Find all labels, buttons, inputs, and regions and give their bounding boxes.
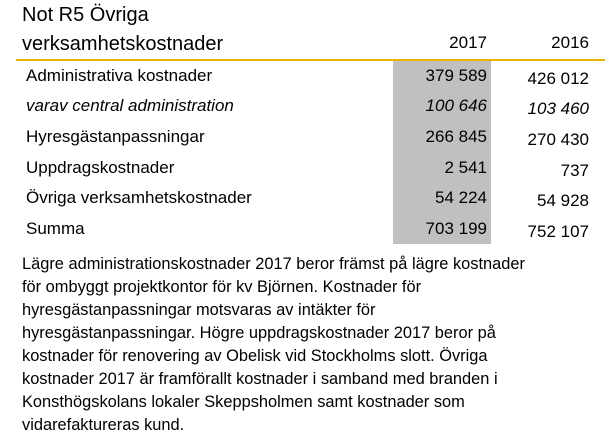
table-row: [0, 153, 611, 183]
table-row: [0, 61, 611, 91]
title-line-1: Not R5 Övriga: [22, 4, 149, 26]
value-2016: 103 460: [527, 99, 589, 118]
table-row: [0, 183, 611, 213]
table-row: [0, 91, 611, 121]
row-label: Övriga verksamhetskostnader: [26, 188, 252, 207]
value-2016: 737: [560, 161, 589, 180]
table-row: [0, 122, 611, 152]
value-2017: 379 589: [425, 66, 487, 85]
value-2016: 54 928: [537, 191, 589, 210]
value-2016: 752 107: [527, 222, 589, 241]
table-row-total: [0, 214, 611, 244]
value-2017: 100 646: [425, 96, 487, 115]
row-label: Uppdragskostnader: [26, 158, 175, 177]
column-header-2016: 2016: [551, 33, 589, 52]
value-2017: 2 541: [444, 158, 487, 177]
row-label: Summa: [26, 219, 85, 238]
value-2016: 270 430: [527, 130, 589, 149]
explanatory-note: Lägre administrationskostnader 2017 beror främst på lägre kostnader för ombyggt projektkontor för kv Björnen. Kostnader för hyresgästanpassningar motsvaras av intäkter för hyresgästanpassningar. Högre uppdragskostnader 2017 beror på kostnader för renovering av Obelisk vid Stockholms slott. Övriga kostnader 2017 är framförallt kostnader i samband med branden i Konsthögskolans lokaler Skeppsholmen samt kostnader som vidarefaktureras kund.: [22, 255, 525, 434]
row-label: Administrativa kostnader: [26, 66, 213, 85]
row-label: varav central administration: [26, 96, 234, 115]
value-2017: 703 199: [425, 219, 487, 238]
value-2017: 266 845: [425, 127, 487, 146]
value-2016: 426 012: [527, 69, 589, 88]
column-header-2017: 2017: [449, 33, 487, 52]
table-title: [22, 1, 223, 59]
row-label: Hyresgästanpassningar: [26, 127, 205, 146]
value-2017: 54 224: [435, 188, 487, 207]
title-line-2: verksamhetskostnader: [22, 33, 224, 55]
